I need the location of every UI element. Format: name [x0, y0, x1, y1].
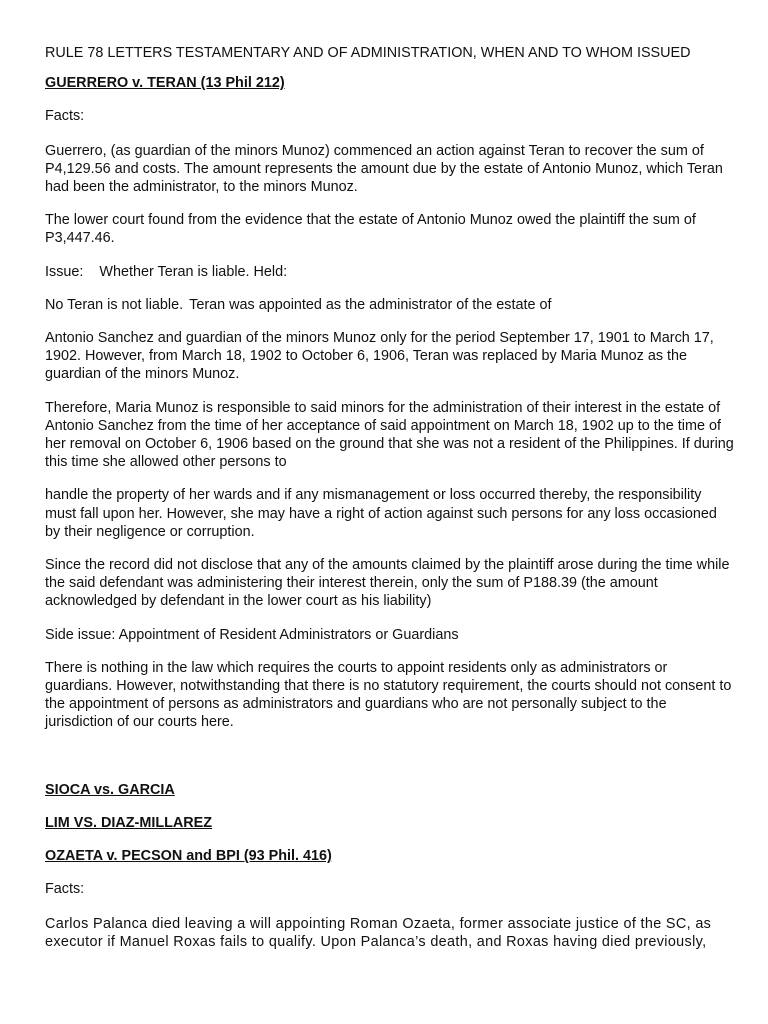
issue-text: Whether Teran is liable. Held:	[99, 263, 288, 280]
case-heading-lim: LIM VS. DIAZ-MILLAREZ	[45, 814, 213, 831]
section-spacer	[45, 747, 735, 781]
paragraph: handle the property of her wards and if any mismanagement or loss occurred thereby, the responsibility must fall upon her. However, she may have a right of action against such persons for any loss occasioned by their negligence or corruption.	[45, 487, 717, 540]
side-issue-line: Side issue: Appointment of Resident Administrators or Guardians	[45, 626, 459, 643]
held-line	[45, 296, 735, 314]
paragraph: Antonio Sanchez and guardian of the minors Munoz only for the period September 17, 1901 to March 17, 1902. However, from March 18, 1902 to October 6, 1906, Teran was replaced by Maria Munoz as the guardian of the minors Munoz.	[45, 330, 714, 383]
paragraph: Since the record did not disclose that any of the amounts claimed by the plaintiff arose during the time while the said defendant was administering their interest therein, only the sum of P188.39 (the amount acknowledged by defendant in the lower court as his liability)	[45, 557, 730, 610]
issue-label: Issue:	[45, 263, 84, 280]
facts-label: Facts:	[45, 881, 85, 898]
paragraph: The lower court found from the evidence that the estate of Antonio Munoz owed the plaintiff the sum of P3,447.46.	[45, 212, 696, 247]
paragraph: Carlos Palanca died leaving a will appointing Roman Ozaeta, former associate justice of the SC, as executor if Manuel Roxas fails to qualify. Upon Palanca’s death, and Roxas having died previously,	[45, 915, 712, 950]
paragraph: Therefore, Maria Munoz is responsible to said minors for the administration of their interest in the estate of Antonio Sanchez from the time of her acceptance of said appointment on March 18, 1902 up to the time of her removal on October 6, 1906 based on the ground that she was not a resident of the Philippines. If during this time she allowed other persons to	[45, 399, 734, 471]
case-heading-sioca: SIOCA vs. GARCIA	[45, 781, 175, 798]
issue-line	[45, 263, 735, 281]
case-heading-ozaeta: OZAETA v. PECSON and BPI (93 Phil. 416)	[45, 848, 332, 865]
document-body	[45, 44, 735, 966]
held-text-b: Teran was appointed as the administrator of the estate of	[189, 296, 552, 313]
paragraph: Guerrero, (as guardian of the minors Munoz) commenced an action against Teran to recover the sum of P4,129.56 and costs. The amount represents the amount due by the estate of Antonio Munoz, which Teran had been the administrator, to the minors Munoz.	[45, 142, 723, 196]
document-title: RULE 78 LETTERS TESTAMENTARY AND OF ADMINISTRATION, WHEN AND TO WHOM ISSUED	[45, 45, 691, 61]
paragraph: There is nothing in the law which requires the courts to appoint residents only as administrators or guardians. However, notwithstanding that there is no statutory requirement, the courts should not consent to the appointment of persons as administrators and guardians who are not personally subject to the jurisdiction of our courts here.	[45, 659, 732, 731]
facts-label: Facts:	[45, 108, 85, 125]
case-heading-guerrero: GUERRERO v. TERAN (13 Phil 212)	[45, 75, 285, 92]
held-text-a: No Teran is not liable.	[45, 296, 184, 313]
